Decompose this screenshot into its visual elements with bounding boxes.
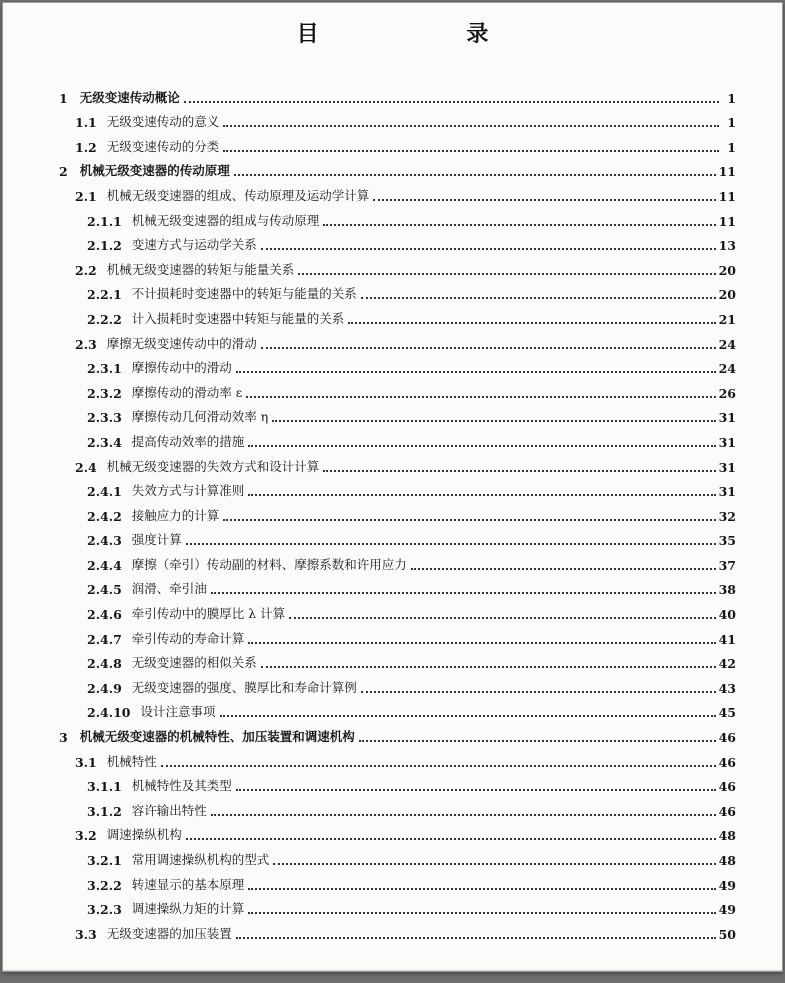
toc-entry <box>3 696 782 721</box>
toc-dot-leader <box>184 101 719 103</box>
toc-dot-leader <box>248 912 715 914</box>
toc-entry <box>3 130 782 155</box>
toc-entry-title: 润滑、牵引油 <box>131 581 207 597</box>
toc-dot-leader <box>161 765 716 767</box>
toc-dot-leader <box>261 347 716 349</box>
toc-entry-number: 2.4.1 <box>87 484 122 500</box>
toc-dot-leader <box>361 297 716 299</box>
toc-entry-title: 无级变速器的加压装置 <box>106 925 232 941</box>
toc-dot-leader <box>261 248 716 250</box>
toc-entry-page-number: 42 <box>718 656 736 672</box>
toc-entry-title: 容许输出特性 <box>131 802 207 818</box>
document-page <box>2 2 783 972</box>
toc-entry <box>3 770 782 795</box>
toc-entry-page-number: 31 <box>718 410 736 426</box>
toc-entry-page-number: 40 <box>718 607 736 623</box>
toc-entry-page-number: 1 <box>727 90 736 106</box>
toc-entry <box>3 843 782 868</box>
toc-entry-page-number: 46 <box>718 730 736 746</box>
toc-dot-leader <box>248 642 715 644</box>
toc-entry-number: 2.4.5 <box>87 582 122 598</box>
toc-dot-leader <box>248 888 715 890</box>
toc-entry-title: 不计损耗时变速器中的转矩与能量的关系 <box>131 286 357 302</box>
toc-dot-leader <box>186 838 716 840</box>
toc-entry-title: 机械特性 <box>106 753 157 769</box>
toc-entry-title: 摩擦传动几何滑动效率 η <box>131 409 269 425</box>
toc-entry-page-number: 31 <box>718 434 736 450</box>
toc-entry-number: 2.4.10 <box>87 705 131 721</box>
table-of-contents <box>3 81 782 942</box>
toc-dot-leader <box>211 814 716 816</box>
toc-entry-title: 机械特性及其类型 <box>131 778 232 794</box>
toc-entry-number: 3.3 <box>75 926 97 942</box>
toc-entry <box>3 179 782 204</box>
toc-entry <box>3 794 782 819</box>
toc-entry-number: 2.4.2 <box>87 508 122 524</box>
toc-entry-page-number: 48 <box>718 828 736 844</box>
toc-entry-page-number: 20 <box>718 287 736 303</box>
toc-dot-leader <box>248 445 715 447</box>
toc-dot-leader <box>236 937 716 939</box>
toc-dot-leader <box>234 174 716 176</box>
toc-entry-title: 强度计算 <box>131 532 182 548</box>
toc-entry-page-number: 46 <box>718 754 736 770</box>
toc-entry-page-number: 26 <box>718 385 736 401</box>
toc-entry-title: 无级变速器的相似关系 <box>131 655 257 671</box>
toc-dot-leader <box>236 371 716 373</box>
toc-entry <box>3 253 782 278</box>
toc-entry-title: 摩擦传动的滑动率 ε <box>131 384 243 400</box>
toc-entry <box>3 425 782 450</box>
toc-dot-leader <box>289 617 715 619</box>
toc-entry <box>3 376 782 401</box>
toc-entry-page-number: 43 <box>718 680 736 696</box>
toc-entry-title: 牵引传动中的膜厚比 λ 计算 <box>131 606 286 622</box>
toc-entry-number: 2.4.7 <box>87 631 122 647</box>
toc-entry-title: 变速方式与运动学关系 <box>131 237 257 253</box>
toc-entry-number: 2 <box>59 164 68 180</box>
toc-entry-page-number: 31 <box>718 459 736 475</box>
toc-entry-page-number: 46 <box>718 779 736 795</box>
toc-dot-leader <box>298 273 715 275</box>
toc-entry-page-number: 35 <box>718 533 736 549</box>
toc-entry <box>3 671 782 696</box>
toc-entry-page-number: 24 <box>718 361 736 377</box>
toc-entry <box>3 81 782 106</box>
toc-entry <box>3 327 782 352</box>
toc-entry-number: 2.1 <box>75 188 97 204</box>
toc-entry-title: 计入损耗时变速器中转矩与能量的关系 <box>131 310 345 326</box>
toc-entry-page-number: 1 <box>727 115 736 131</box>
toc-dot-leader <box>211 592 716 594</box>
toc-entry-number: 2.4.6 <box>87 607 122 623</box>
toc-dot-leader <box>348 322 715 324</box>
toc-entry <box>3 893 782 918</box>
toc-dot-leader <box>273 863 715 865</box>
toc-entry-number: 3.2.1 <box>87 853 122 868</box>
toc-entry-number: 2.4.3 <box>87 533 122 549</box>
toc-dot-leader <box>186 543 716 545</box>
toc-dot-leader <box>359 740 716 742</box>
toc-entry-title: 设计注意事项 <box>140 704 216 720</box>
toc-entry-number: 3.1 <box>75 754 97 770</box>
toc-dot-leader <box>261 666 716 668</box>
toc-entry <box>3 917 782 942</box>
toc-entry-number: 3.2.3 <box>87 902 122 918</box>
toc-entry-title: 提高传动效率的措施 <box>131 433 245 449</box>
toc-entry-number: 1.1 <box>75 115 97 131</box>
toc-entry-number: 1.2 <box>75 139 97 155</box>
toc-entry-title: 失效方式与计算准则 <box>131 483 245 499</box>
toc-dot-leader <box>248 494 715 496</box>
toc-entry-page-number: 41 <box>718 631 736 647</box>
toc-entry-number: 2.4.9 <box>87 680 122 696</box>
toc-entry-title: 机械无级变速器的传动原理 <box>79 163 230 179</box>
toc-entry-number: 3.1.1 <box>87 779 122 795</box>
toc-entry-page-number: 46 <box>718 803 736 819</box>
toc-entry-title: 无级变速传动的分类 <box>106 138 220 154</box>
toc-entry-title: 机械无级变速器的机械特性、加压装置和调速机构 <box>79 729 355 745</box>
toc-entry <box>3 622 782 647</box>
toc-entry <box>3 597 782 622</box>
toc-entry-page-number: 21 <box>718 311 736 327</box>
toc-entry <box>3 745 782 770</box>
toc-entry-number: 2.2.2 <box>87 311 122 327</box>
toc-entry-title: 机械无级变速器的失效方式和设计计算 <box>106 458 320 474</box>
page-title: 目 录 <box>296 21 559 47</box>
toc-entry-title: 机械无级变速器的组成与传动原理 <box>131 212 320 228</box>
toc-entry <box>3 401 782 426</box>
toc-entry-number: 2.1.1 <box>87 213 122 229</box>
toc-entry-number: 2.2 <box>75 262 97 278</box>
toc-entry-number: 2.4.8 <box>87 656 122 672</box>
toc-entry <box>3 475 782 500</box>
toc-entry-page-number: 38 <box>718 582 736 598</box>
toc-entry-number: 2.4.4 <box>87 557 122 573</box>
toc-entry-title: 无级变速传动的意义 <box>106 114 220 130</box>
toc-entry <box>3 302 782 327</box>
toc-entry <box>3 524 782 549</box>
toc-entry-title: 机械无级变速器的转矩与能量关系 <box>106 261 295 277</box>
toc-entry-title: 摩擦（牵引）传动副的材料、摩擦系数和许用应力 <box>131 556 407 572</box>
toc-entry <box>3 647 782 672</box>
toc-entry-title: 机械无级变速器的组成、传动原理及运动学计算 <box>106 187 370 203</box>
toc-entry-page-number: 32 <box>718 508 736 524</box>
toc-entry-title: 常用调速操纵机构的型式 <box>131 852 270 867</box>
toc-entry-page-number: 49 <box>718 902 736 918</box>
toc-entry-title: 接触应力的计算 <box>131 507 220 523</box>
toc-entry-number: 3.1.2 <box>87 803 122 819</box>
toc-entry <box>3 106 782 131</box>
toc-entry-page-number: 37 <box>718 557 736 573</box>
page-bottom-rule <box>3 970 782 971</box>
toc-entry <box>3 548 782 573</box>
toc-entry <box>3 450 782 475</box>
toc-dot-leader <box>246 396 715 398</box>
toc-entry-number: 3.2.2 <box>87 877 122 893</box>
toc-entry-page-number: 11 <box>718 213 736 229</box>
toc-entry-number: 2.4 <box>75 459 97 475</box>
toc-entry-number: 3 <box>59 730 68 746</box>
toc-dot-leader <box>361 691 716 693</box>
toc-dot-leader <box>373 199 715 201</box>
toc-dot-leader <box>272 420 715 422</box>
toc-entry-number: 2.3.4 <box>87 434 122 450</box>
toc-entry-page-number: 50 <box>718 926 736 942</box>
toc-entry-page-number: 11 <box>718 188 736 204</box>
toc-entry <box>3 720 782 745</box>
toc-dot-leader <box>223 125 719 127</box>
toc-entry-page-number: 45 <box>718 705 736 721</box>
toc-entry-title: 摩擦传动中的滑动 <box>131 360 232 376</box>
toc-entry-title: 摩擦无级变速传动中的滑动 <box>106 335 257 351</box>
toc-entry <box>3 868 782 893</box>
toc-dot-leader <box>236 789 716 791</box>
toc-entry <box>3 573 782 598</box>
toc-entry-number: 2.2.1 <box>87 287 122 303</box>
toc-entry <box>3 819 782 844</box>
toc-entry-title: 无级变速传动概论 <box>79 89 180 105</box>
toc-entry-number: 2.3.3 <box>87 410 122 426</box>
toc-entry <box>3 204 782 229</box>
toc-entry <box>3 278 782 303</box>
toc-dot-leader <box>223 150 719 152</box>
toc-entry-page-number: 31 <box>718 484 736 500</box>
toc-entry-number: 1 <box>59 90 68 106</box>
toc-entry-page-number: 24 <box>718 336 736 352</box>
toc-entry-page-number: 11 <box>718 164 736 180</box>
toc-entry-number: 2.3.1 <box>87 361 122 377</box>
toc-entry-number: 2.3 <box>75 336 97 352</box>
toc-dot-leader <box>220 715 716 717</box>
toc-entry-page-number: 13 <box>718 238 736 254</box>
toc-entry <box>3 352 782 377</box>
toc-entry <box>3 229 782 254</box>
toc-entry <box>3 499 782 524</box>
toc-entry-page-number: 48 <box>718 853 736 868</box>
toc-dot-leader <box>323 224 715 226</box>
toc-entry-number: 2.1.2 <box>87 238 122 254</box>
toc-dot-leader <box>323 470 715 472</box>
toc-entry-page-number: 49 <box>718 877 736 893</box>
toc-entry-number: 2.3.2 <box>87 385 122 401</box>
toc-entry-page-number: 1 <box>727 139 736 155</box>
toc-entry-title: 调速操纵力矩的计算 <box>131 901 245 917</box>
toc-entry-number: 3.2 <box>75 828 97 844</box>
toc-entry-title: 转速显示的基本原理 <box>131 876 245 892</box>
toc-dot-leader <box>411 568 716 570</box>
toc-entry-title: 调速操纵机构 <box>106 827 182 843</box>
toc-dot-leader <box>223 519 715 521</box>
toc-entry-title: 牵引传动的寿命计算 <box>131 630 245 646</box>
toc-entry-title: 无级变速器的强度、膜厚比和寿命计算例 <box>131 679 357 695</box>
toc-entry-page-number: 20 <box>718 262 736 278</box>
toc-entry <box>3 155 782 180</box>
